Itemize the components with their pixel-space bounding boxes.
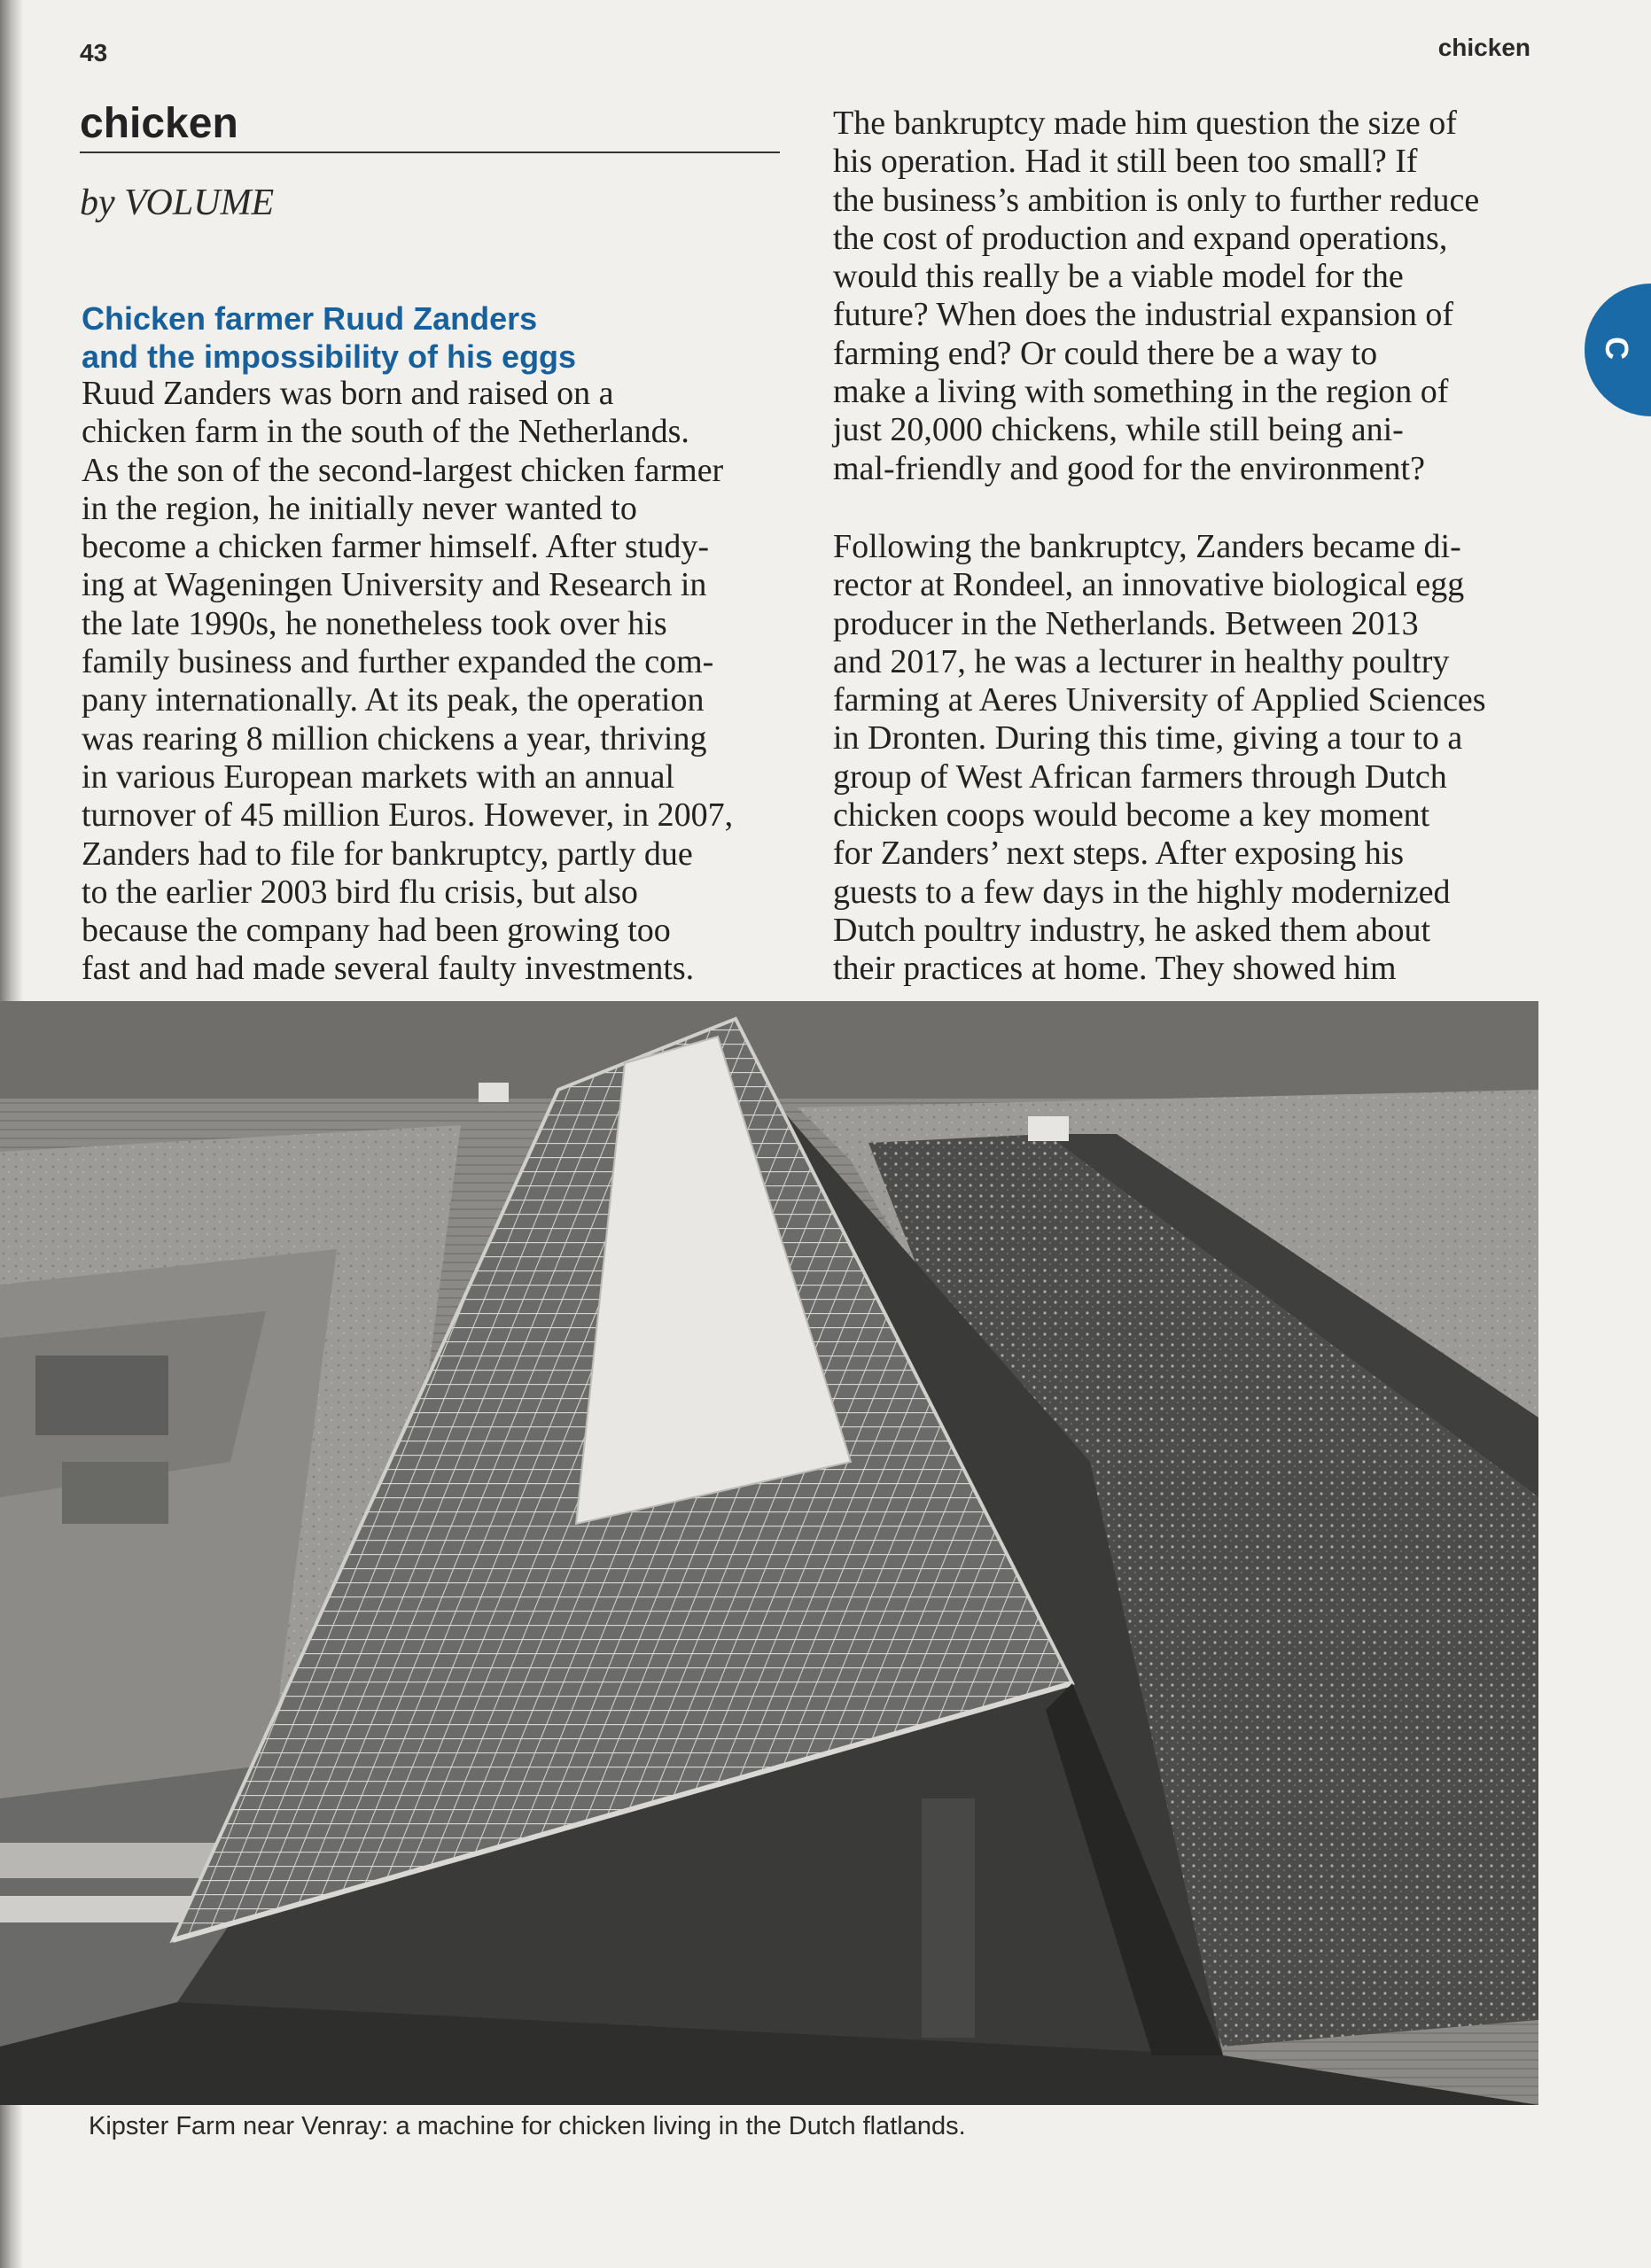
body-line: pany internationally. At its peak, the operation [82,681,705,719]
body-line: Dutch poultry industry, he asked them about [833,911,1431,949]
body-line: rector at Rondeel, an innovative biological egg [833,566,1465,604]
body-line: in the region, he initially never wanted to [82,489,637,527]
body-line: to the earlier 2003 bird flu crisis, but also [82,873,638,911]
body-line: his operation. Had it still been too small? If [833,143,1418,181]
thumb-tab-letter: C [1599,337,1635,360]
body-line: As the son of the second-largest chicken farmer [82,451,724,489]
body-line: fast and had made several faulty investments. [82,950,695,988]
left-column-text [82,375,733,989]
body-line: mal-friendly and good for the environment? [833,449,1425,487]
kipster-farm-photo [0,1001,1538,2105]
body-line: Following the bankruptcy, Zanders became di- [833,528,1461,565]
body-line: would this really be a viable model for the [833,258,1404,296]
aerial-farm-illustration [0,1001,1538,2105]
body-line: chicken coops would become a key moment [833,796,1430,835]
body-line: family business and further expanded the com- [82,643,714,681]
body-line: group of West African farmers through Dutch [833,757,1447,796]
page-number: 43 [80,39,108,66]
body-line: future? When does the industrial expansion of [833,296,1453,334]
right-column-paragraph-1 [833,105,1479,488]
body-line: farming end? Or could there be a way to [833,334,1378,372]
byline: by VOLUME [80,183,275,223]
body-line: for Zanders’ next steps. After exposing his [833,835,1405,873]
body-line: Zanders had to file for bankruptcy, partly due [82,835,693,873]
body-line: the cost of production and expand operations, [833,219,1448,257]
article-heading-line: Chicken farmer Ruud Zanders [82,300,538,337]
body-line: just 20,000 chickens, while still being ani- [833,411,1404,449]
body-line: the late 1990s, he nonetheless took over his [82,604,667,642]
body-line: guests to a few days in the highly modernized [833,873,1451,911]
figure-caption: Kipster Farm near Venray: a machine for chicken living in the Dutch flatlands. [89,2112,966,2140]
body-line: and 2017, he was a lecturer in healthy poultry [833,642,1450,680]
body-line: make a living with something in the region of [833,373,1449,411]
running-head: chicken [1437,34,1530,61]
body-line: ing at Wageningen University and Research in [82,566,707,604]
body-line: the business’s ambition is only to further reduce [833,181,1480,219]
body-line: their practices at home. They showed him [833,950,1397,988]
body-line: farming at Aeres University of Applied Sciences [833,681,1486,719]
body-line: become a chicken farmer himself. After study- [82,528,709,566]
article-heading [82,299,755,376]
article-heading-line: and the impossibility of his eggs [82,338,577,375]
body-line: chicken farm in the south of the Netherlands. [82,413,689,451]
body-line: The bankruptcy made him question the size of [833,105,1457,142]
right-column-paragraph-2 [833,528,1486,989]
body-line: because the company had been growing too [82,912,671,950]
body-line: in Dronten. During this time, giving a tour to a [833,719,1463,757]
body-line: Ruud Zanders was born and raised on a [82,375,614,412]
body-line: producer in the Netherlands. Between 2013 [833,604,1419,642]
body-line: was rearing 8 million chickens a year, thriving [82,719,707,757]
body-line: turnover of 45 million Euros. However, in 2007, [82,796,734,835]
section-title: chicken [80,99,780,153]
body-line: in various European markets with an annual [82,757,675,796]
